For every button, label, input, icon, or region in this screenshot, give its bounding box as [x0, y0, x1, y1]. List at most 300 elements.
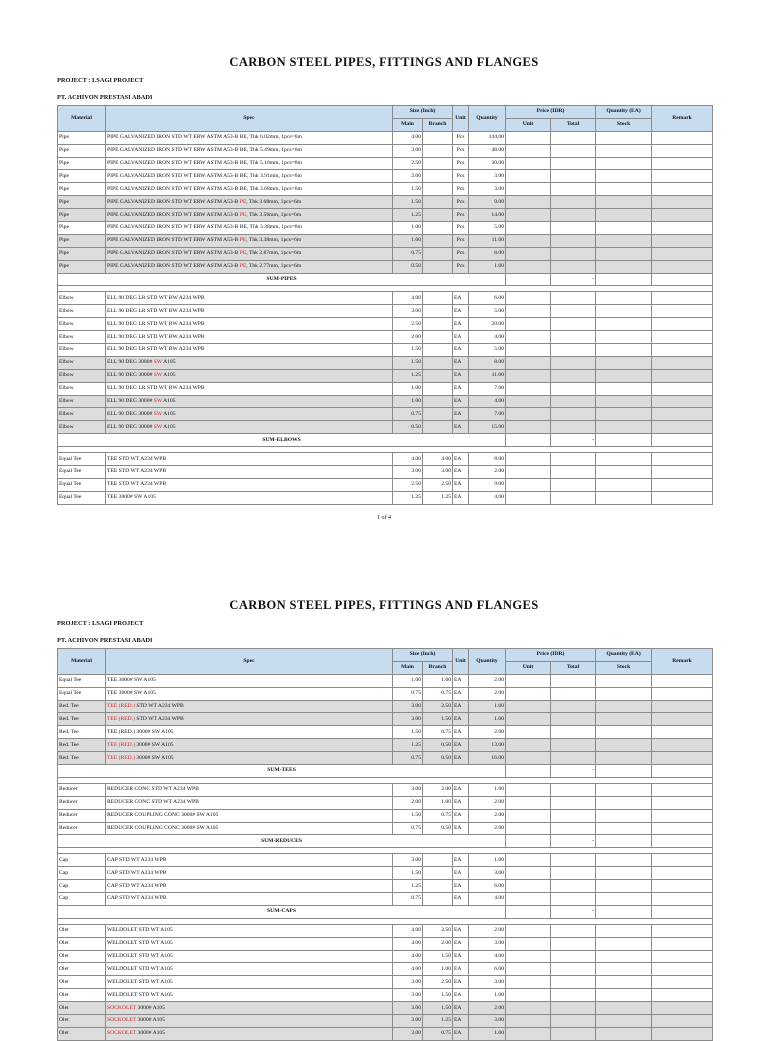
spec-cell: [106, 893, 393, 906]
spec-cell: [106, 318, 393, 331]
size-main-cell: 1.25: [393, 491, 423, 504]
remark-cell: [652, 1015, 713, 1028]
sum-price-unit: [506, 273, 551, 286]
table-row: [58, 305, 713, 318]
size-branch-cell: [423, 234, 453, 247]
stock-cell: [596, 331, 652, 344]
stock-cell: [596, 209, 652, 222]
quantity-cell: 11.00: [469, 234, 506, 247]
header-spec: Spec: [106, 106, 393, 132]
quantity-cell: 4.00: [469, 950, 506, 963]
material-cell: Reducer: [58, 796, 106, 809]
sum-price-total: -: [551, 273, 596, 286]
price-unit-cell: [506, 880, 551, 893]
sum-stock: [596, 835, 652, 848]
size-main-cell: 3.00: [393, 713, 423, 726]
size-main-cell: 3.00: [393, 144, 423, 157]
size-main-cell: 3.00: [393, 783, 423, 796]
price-unit-cell: [506, 854, 551, 867]
size-branch-cell: 0.75: [423, 687, 453, 700]
size-main-cell: 1.50: [393, 726, 423, 739]
quantity-cell: 8.00: [469, 453, 506, 466]
spec-text: ELL 90 DEG LR STD WT BW A234 WPB: [107, 294, 205, 301]
header-qty-ea: Quantity (EA): [596, 649, 652, 662]
remark-cell: [652, 1027, 713, 1040]
material-cell: Reducer: [58, 809, 106, 822]
sum-label: SUM-TEES: [58, 765, 506, 778]
sum-row: [58, 765, 713, 778]
header-price-total: Total: [551, 118, 596, 131]
spec-text-suffix: A105: [162, 372, 176, 379]
price-total-cell: [551, 713, 596, 726]
table-row: [58, 700, 713, 713]
unit-cell: EA: [453, 867, 469, 880]
remark-cell: [652, 183, 713, 196]
material-cell: Elbow: [58, 356, 106, 369]
spec-cell: [106, 989, 393, 1002]
stock-cell: [596, 893, 652, 906]
remark-cell: [652, 356, 713, 369]
spec-text: PIPE GALVANIZED IRON STD WT ERW ASTM A53-B BE, Thk 3.38mm, 1pcs=6m: [107, 224, 302, 231]
size-main-cell: 1.00: [393, 382, 423, 395]
unit-cell: EA: [453, 963, 469, 976]
spec-text: PIPE GALVANIZED IRON STD WT ERW ASTM A53-B: [107, 198, 240, 205]
material-cell: Elbow: [58, 408, 106, 421]
unit-cell: EA: [453, 739, 469, 752]
remark-cell: [652, 880, 713, 893]
quantity-cell: 2.00: [469, 822, 506, 835]
price-total-cell: [551, 234, 596, 247]
price-total-cell: [551, 157, 596, 170]
spec-cell: [106, 976, 393, 989]
price-unit-cell: [506, 1027, 551, 1040]
spec-cell: [106, 305, 393, 318]
spec-cell: [106, 453, 393, 466]
unit-cell: EA: [453, 687, 469, 700]
quantity-cell: 6.00: [469, 292, 506, 305]
spec-cell: [106, 292, 393, 305]
price-total-cell: [551, 144, 596, 157]
sum-label: SUM-PIPES: [58, 273, 506, 286]
material-cell: Equal Tee: [58, 453, 106, 466]
stock-cell: [596, 822, 652, 835]
unit-cell: Pcs: [453, 196, 469, 209]
stock-cell: [596, 880, 652, 893]
stock-cell: [596, 1015, 652, 1028]
quantity-cell: 3.00: [469, 183, 506, 196]
size-branch-cell: 1.00: [423, 796, 453, 809]
remark-cell: [652, 382, 713, 395]
page-number: 1 of 4: [377, 515, 391, 521]
spec-text: ELL 90 DEG 3000#: [107, 423, 154, 430]
spec-cell: [106, 260, 393, 273]
quantity-cell: 2.00: [469, 1002, 506, 1015]
unit-cell: EA: [453, 305, 469, 318]
remark-cell: [652, 687, 713, 700]
spec-cell: [106, 809, 393, 822]
size-main-cell: 1.00: [393, 674, 423, 687]
size-branch-cell: 0.75: [423, 726, 453, 739]
price-unit-cell: [506, 726, 551, 739]
remark-cell: [652, 854, 713, 867]
size-branch-cell: [423, 880, 453, 893]
quantity-cell: 9.00: [469, 478, 506, 491]
size-main-cell: 3.00: [393, 976, 423, 989]
stock-cell: [596, 234, 652, 247]
stock-cell: [596, 867, 652, 880]
price-total-cell: [551, 867, 596, 880]
table-row: [58, 1002, 713, 1015]
spec-text: REDUCER CONC STD WT A234 WPB: [107, 799, 199, 806]
spec-cell: [106, 713, 393, 726]
spec-cell: [106, 157, 393, 170]
spec-highlight: SOCKOLET: [107, 1017, 137, 1024]
stock-cell: [596, 318, 652, 331]
material-cell: Cap: [58, 867, 106, 880]
spec-cell: [106, 687, 393, 700]
material-cell: Olet: [58, 1015, 106, 1028]
spec-text: WELDOLET STD WT A105: [107, 953, 173, 960]
unit-cell: EA: [453, 880, 469, 893]
table-row: [58, 809, 713, 822]
stock-cell: [596, 382, 652, 395]
spec-text: ELL 90 DEG LR STD WT BW A234 WPB: [107, 385, 205, 392]
unit-cell: EA: [453, 1002, 469, 1015]
size-main-cell: 4.00: [393, 950, 423, 963]
spec-cell: [106, 408, 393, 421]
price-unit-cell: [506, 453, 551, 466]
spec-text: TEE STD WT A234 WPB: [107, 468, 167, 475]
unit-cell: EA: [453, 331, 469, 344]
stock-cell: [596, 726, 652, 739]
material-cell: Equal Tee: [58, 491, 106, 504]
price-unit-cell: [506, 739, 551, 752]
size-branch-cell: [423, 144, 453, 157]
size-main-cell: 1.50: [393, 809, 423, 822]
table-row: [58, 131, 713, 144]
price-total-cell: [551, 196, 596, 209]
quantity-cell: 7.00: [469, 408, 506, 421]
unit-cell: Pcs: [453, 131, 469, 144]
price-unit-cell: [506, 382, 551, 395]
size-main-cell: 3.00: [393, 1002, 423, 1015]
price-total-cell: [551, 1015, 596, 1028]
table-row: [58, 331, 713, 344]
spec-cell: [106, 1002, 393, 1015]
spec-highlight: TEE (RED.): [107, 703, 135, 709]
quantity-cell: 3.00: [469, 976, 506, 989]
stock-cell: [596, 796, 652, 809]
spec-text: ELL 90 DEG LR STD WT BW A234 WPB: [107, 333, 205, 340]
remark-cell: [652, 478, 713, 491]
price-unit-cell: [506, 222, 551, 235]
spec-text: WELDOLET STD WT A105: [107, 927, 173, 934]
unit-cell: EA: [453, 344, 469, 357]
remark-cell: [652, 260, 713, 273]
spec-cell: [106, 924, 393, 937]
spec-text: REDUCER COUPLING CONC 3000# SW A105: [107, 825, 219, 832]
remark-cell: [652, 331, 713, 344]
remark-cell: [652, 796, 713, 809]
unit-cell: Pcs: [453, 260, 469, 273]
sum-stock: [596, 905, 652, 918]
table-row: [58, 234, 713, 247]
header-main: Main: [393, 661, 423, 674]
spec-text: PIPE GALVANIZED IRON STD WT ERW ASTM A53-B: [107, 211, 240, 218]
spec-text: PIPE GALVANIZED IRON STD WT ERW ASTM A53-B: [107, 250, 240, 257]
remark-cell: [652, 950, 713, 963]
stock-cell: [596, 369, 652, 382]
price-unit-cell: [506, 700, 551, 713]
unit-cell: Pcs: [453, 157, 469, 170]
spec-cell: [106, 395, 393, 408]
spec-text: ELL 90 DEG 3000#: [107, 359, 154, 366]
unit-cell: EA: [453, 1015, 469, 1028]
spec-text: TEE 3000# SW A105: [107, 677, 156, 684]
spec-text-suffix: 3000# A105: [136, 1030, 166, 1037]
price-unit-cell: [506, 144, 551, 157]
quantity-cell: 2.00: [469, 726, 506, 739]
table-row: [58, 382, 713, 395]
table-row: [58, 1015, 713, 1028]
unit-cell: EA: [453, 822, 469, 835]
header-remark: Remark: [652, 649, 713, 675]
table-row: [58, 395, 713, 408]
table-row: [58, 893, 713, 906]
material-cell: Red. Tee: [58, 700, 106, 713]
size-main-cell: 3.00: [393, 466, 423, 479]
price-total-cell: [551, 924, 596, 937]
material-cell: Pipe: [58, 234, 106, 247]
unit-cell: EA: [453, 950, 469, 963]
sum-remark: [652, 835, 713, 848]
quantity-cell: 5.00: [469, 305, 506, 318]
table-row: [58, 783, 713, 796]
table-row: [58, 144, 713, 157]
price-total-cell: [551, 331, 596, 344]
quantity-cell: 5.00: [469, 344, 506, 357]
price-total-cell: [551, 752, 596, 765]
material-cell: Red. Tee: [58, 752, 106, 765]
price-unit-cell: [506, 234, 551, 247]
material-cell: Olet: [58, 1027, 106, 1040]
size-branch-cell: [423, 318, 453, 331]
spec-text-suffix: 3000# SW A105: [134, 754, 174, 761]
size-branch-cell: [423, 344, 453, 357]
remark-cell: [652, 292, 713, 305]
size-branch-cell: [423, 305, 453, 318]
stock-cell: [596, 356, 652, 369]
stock-cell: [596, 222, 652, 235]
stock-cell: [596, 809, 652, 822]
size-branch-cell: 2.50: [423, 976, 453, 989]
unit-cell: EA: [453, 924, 469, 937]
material-cell: Pipe: [58, 144, 106, 157]
price-total-cell: [551, 369, 596, 382]
unit-cell: Pcs: [453, 234, 469, 247]
unit-cell: EA: [453, 395, 469, 408]
remark-cell: [652, 247, 713, 260]
project-label-2: PROJECT : LSAGI PROJECT: [57, 620, 144, 627]
price-unit-cell: [506, 331, 551, 344]
size-main-cell: 2.50: [393, 318, 423, 331]
size-main-cell: 4.00: [393, 937, 423, 950]
quantity-cell: 14.00: [469, 209, 506, 222]
header-unit: Unit: [453, 106, 469, 132]
header-material: Material: [58, 649, 106, 675]
unit-cell: EA: [453, 421, 469, 434]
spec-text-suffix: 3000# A105: [136, 1017, 166, 1024]
quantity-cell: 1.00: [469, 260, 506, 273]
table-row: [58, 937, 713, 950]
size-branch-cell: 1.00: [423, 674, 453, 687]
stock-cell: [596, 395, 652, 408]
stock-cell: [596, 453, 652, 466]
price-unit-cell: [506, 809, 551, 822]
header-stock: Stock: [596, 118, 652, 131]
price-unit-cell: [506, 183, 551, 196]
header-size: Size (Inch): [393, 649, 453, 662]
stock-cell: [596, 196, 652, 209]
price-unit-cell: [506, 408, 551, 421]
price-total-cell: [551, 382, 596, 395]
size-main-cell: 3.00: [393, 700, 423, 713]
size-main-cell: 1.50: [393, 867, 423, 880]
spec-cell: [106, 752, 393, 765]
header-price-unit: Unit: [506, 118, 551, 131]
table-row: [58, 796, 713, 809]
size-branch-cell: 0.50: [423, 752, 453, 765]
table-row: [58, 183, 713, 196]
size-branch-cell: [423, 408, 453, 421]
price-unit-cell: [506, 950, 551, 963]
sum-remark: [652, 273, 713, 286]
material-cell: Pipe: [58, 157, 106, 170]
size-main-cell: 1.00: [393, 222, 423, 235]
remark-cell: [652, 752, 713, 765]
spec-text: WELDOLET STD WT A105: [107, 978, 173, 985]
price-total-cell: [551, 822, 596, 835]
stock-cell: [596, 344, 652, 357]
spec-cell: [106, 170, 393, 183]
spec-cell: [106, 356, 393, 369]
price-unit-cell: [506, 491, 551, 504]
table-row: [58, 209, 713, 222]
table-row: [58, 880, 713, 893]
quantity-cell: 13.00: [469, 739, 506, 752]
size-branch-cell: 2.00: [423, 783, 453, 796]
stock-cell: [596, 937, 652, 950]
size-main-cell: 0.75: [393, 408, 423, 421]
spec-text: PIPE GALVANIZED IRON STD WT ERW ASTM A53-B BE, Thk 3.91mm, 1pcs=6m: [107, 172, 302, 179]
table-row: [58, 924, 713, 937]
material-cell: Pipe: [58, 247, 106, 260]
spec-highlight: PE: [239, 263, 247, 270]
price-total-cell: [551, 687, 596, 700]
table-row: [58, 260, 713, 273]
spec-highlight: SW: [153, 410, 163, 417]
material-cell: Pipe: [58, 196, 106, 209]
quantity-cell: 4.00: [469, 491, 506, 504]
size-branch-cell: [423, 854, 453, 867]
spec-cell: [106, 331, 393, 344]
quantity-cell: 5.00: [469, 222, 506, 235]
size-branch-cell: [423, 421, 453, 434]
table-row: [58, 867, 713, 880]
remark-cell: [652, 867, 713, 880]
price-unit-cell: [506, 867, 551, 880]
size-branch-cell: [423, 196, 453, 209]
table-row: [58, 222, 713, 235]
table-row: [58, 369, 713, 382]
quantity-cell: 6.00: [469, 963, 506, 976]
material-cell: Red. Tee: [58, 726, 106, 739]
sum-price-total: -: [551, 905, 596, 918]
material-cell: Olet: [58, 950, 106, 963]
table-row: [58, 989, 713, 1002]
table-row: [58, 292, 713, 305]
material-cell: Reducer: [58, 822, 106, 835]
table-row: [58, 752, 713, 765]
sum-remark: [652, 434, 713, 447]
spec-cell: [106, 950, 393, 963]
price-total-cell: [551, 408, 596, 421]
spec-cell: [106, 247, 393, 260]
quantity-cell: 8.00: [469, 247, 506, 260]
header-quantity: Quantity: [469, 106, 506, 132]
stock-cell: [596, 989, 652, 1002]
price-total-cell: [551, 222, 596, 235]
remark-cell: [652, 726, 713, 739]
size-branch-cell: [423, 356, 453, 369]
spec-cell: [106, 1015, 393, 1028]
price-total-cell: [551, 209, 596, 222]
stock-cell: [596, 783, 652, 796]
spec-cell: [106, 726, 393, 739]
remark-cell: [652, 131, 713, 144]
size-branch-cell: [423, 292, 453, 305]
stock-cell: [596, 478, 652, 491]
spec-text: PIPE GALVANIZED IRON STD WT ERW ASTM A53-B BE, Thk 3.68mm, 1pcs=6m: [107, 185, 302, 192]
materials-table-page-1: [57, 105, 713, 505]
price-unit-cell: [506, 209, 551, 222]
spec-highlight: TEE (RED.): [107, 741, 135, 748]
price-total-cell: [551, 783, 596, 796]
remark-cell: [652, 989, 713, 1002]
size-branch-cell: [423, 893, 453, 906]
spec-text: TEE 3000# SW A105: [107, 690, 156, 697]
unit-cell: EA: [453, 809, 469, 822]
size-main-cell: 4.00: [393, 292, 423, 305]
spec-cell: [106, 234, 393, 247]
price-total-cell: [551, 937, 596, 950]
spec-text: TEE STD WT A234 WPB: [107, 455, 167, 462]
spec-highlight: SOCKOLET: [107, 1004, 137, 1011]
sum-price-unit: [506, 765, 551, 778]
unit-cell: EA: [453, 854, 469, 867]
size-branch-cell: 1.25: [423, 1015, 453, 1028]
size-branch-cell: 1.50: [423, 1002, 453, 1015]
price-unit-cell: [506, 305, 551, 318]
quantity-cell: 1.00: [469, 783, 506, 796]
table-row: [58, 963, 713, 976]
price-unit-cell: [506, 247, 551, 260]
price-unit-cell: [506, 170, 551, 183]
sum-row: [58, 434, 713, 447]
size-main-cell: 1.25: [393, 209, 423, 222]
remark-cell: [652, 466, 713, 479]
unit-cell: EA: [453, 292, 469, 305]
